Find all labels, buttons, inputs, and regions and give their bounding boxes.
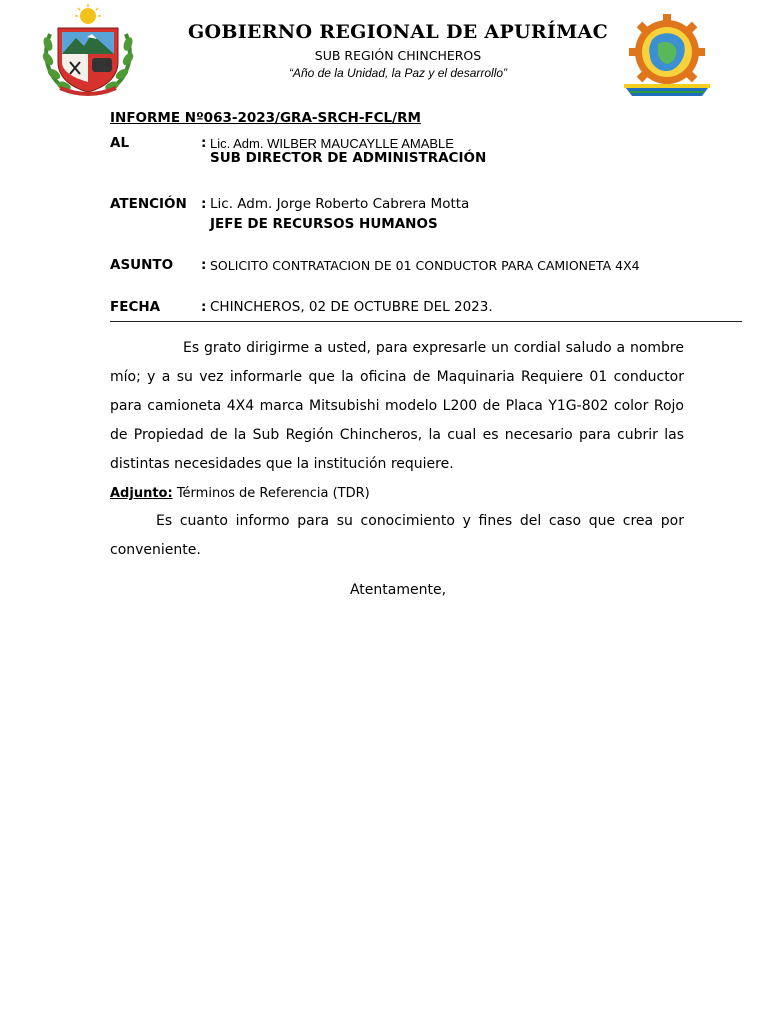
header-divider bbox=[110, 321, 742, 322]
field-subtitle-al: SUB DIRECTOR DE ADMINISTRACIÓN bbox=[210, 150, 487, 166]
field-value-fecha: CHINCHEROS, 02 DE OCTUBRE DEL 2023. bbox=[210, 299, 493, 315]
field-colon: : bbox=[201, 196, 207, 212]
closing-salutation: Atentamente, bbox=[349, 582, 447, 598]
year-motto: “Año de la Unidad, la Paz y el desarrollo” bbox=[288, 66, 508, 80]
field-label-asunto: ASUNTO bbox=[110, 257, 174, 273]
field-value-al: Lic. Adm. WILBER MAUCAYLLE AMABLE bbox=[210, 136, 454, 151]
field-value-asunto: SOLICITO CONTRATACION DE 01 CONDUCTOR PARA CAMIONETA 4X4 bbox=[210, 258, 640, 273]
field-colon: : bbox=[201, 135, 207, 151]
attachment-line bbox=[110, 486, 370, 501]
organization-title: GOBIERNO REGIONAL DE APURÍMAC bbox=[188, 21, 608, 43]
field-label-fecha: FECHA bbox=[110, 299, 161, 315]
field-colon: : bbox=[201, 299, 207, 315]
body-paragraph-1: Es grato dirigirme a usted, para expresarle un cordial saludo a nombre mío; y a su vez informarle que la oficina de Maquinaria Requiere 01 conductor para camioneta 4X4 marca Mitsubishi modelo L200 de Placa Y1G-802 color Rojo de Propiedad de la Sub Región Chincheros, la cual es necesario para cubrir las distintas necesidades que la institución requiere. bbox=[110, 340, 684, 472]
field-colon: : bbox=[201, 257, 207, 273]
attachment-value: Términos de Referencia (TDR) bbox=[176, 486, 370, 501]
field-value-atencion: Lic. Adm. Jorge Roberto Cabrera Motta bbox=[210, 196, 470, 212]
field-subtitle-atencion: JEFE DE RECURSOS HUMANOS bbox=[210, 216, 438, 232]
sub-region-name: SUB REGIÓN CHINCHEROS bbox=[314, 48, 482, 63]
field-label-atencion: ATENCIÓN bbox=[110, 196, 187, 212]
field-label-al: AL bbox=[110, 135, 130, 151]
memo-number: INFORME Nº063-2023/GRA-SRCH-FCL/RM bbox=[110, 110, 421, 126]
attachment-label: Adjunto: bbox=[110, 486, 173, 501]
body-paragraph-2: Es cuanto informo para su conocimiento y fines del caso que crea por conveniente. bbox=[110, 513, 684, 558]
